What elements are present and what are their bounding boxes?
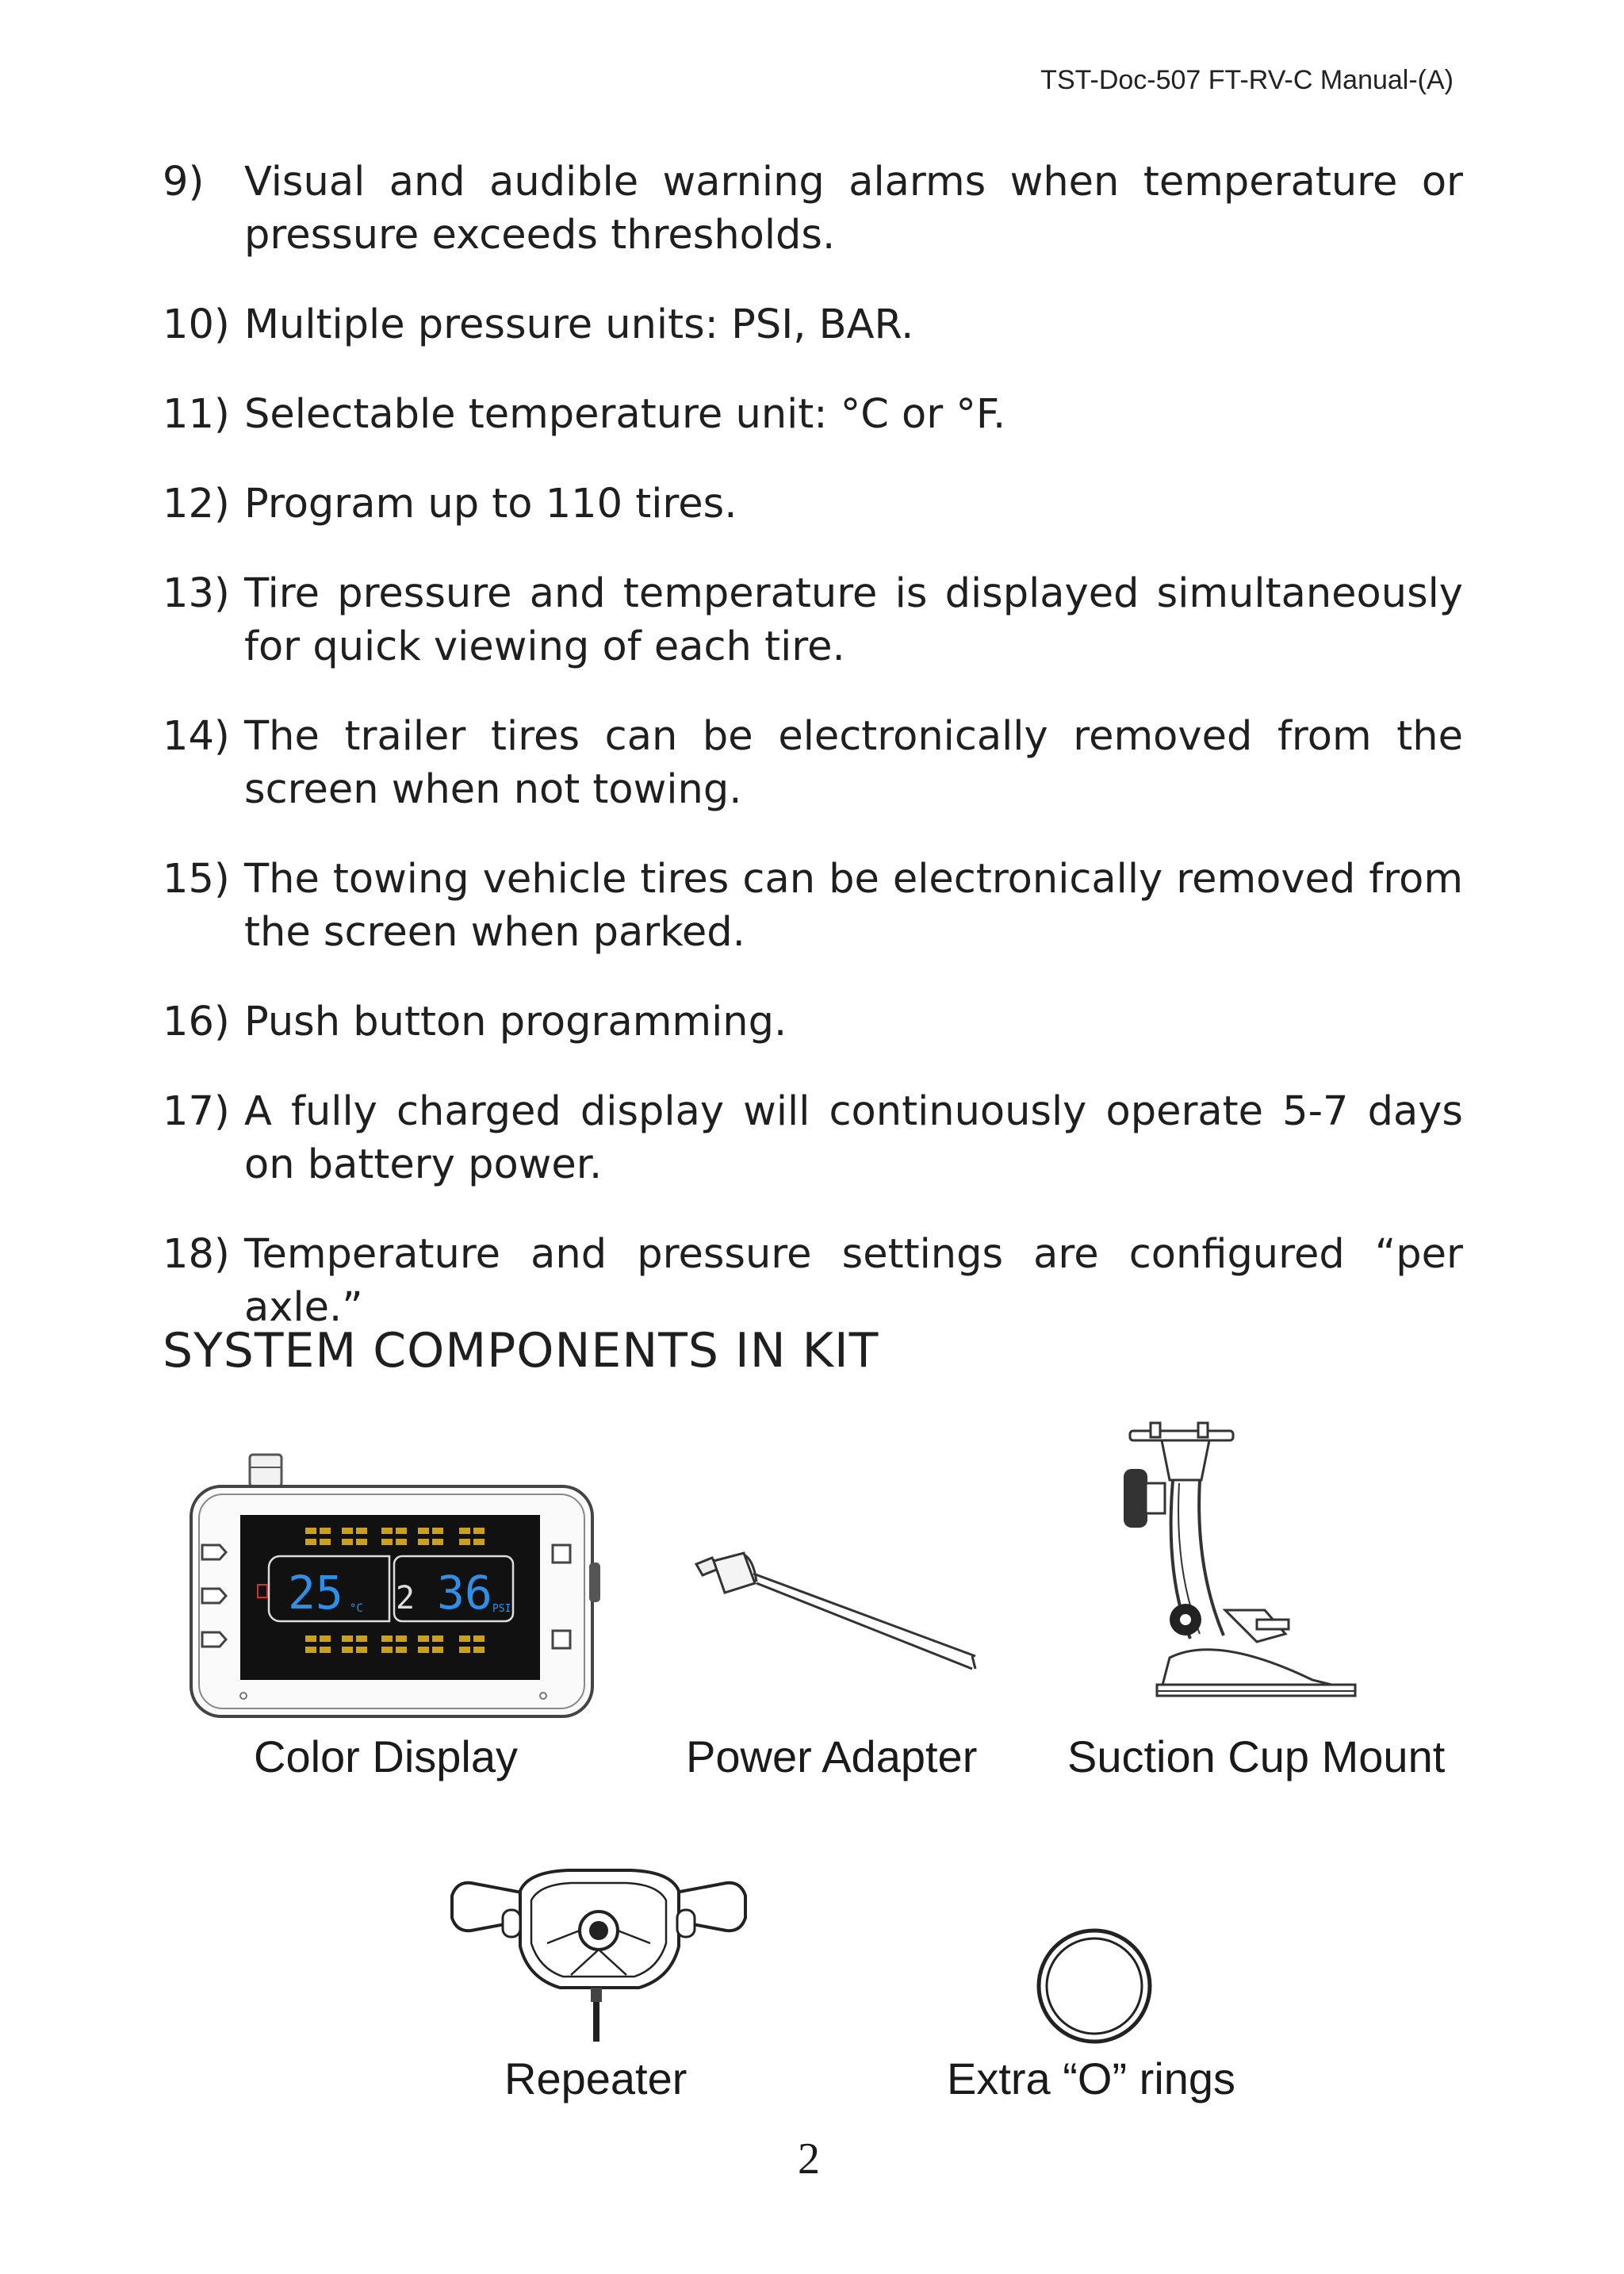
list-item — [163, 995, 1463, 1049]
list-item — [163, 388, 1463, 441]
feature-list — [163, 155, 1463, 1371]
item-number: 9) — [163, 159, 205, 205]
caption-suction-cup-mount: Suction Cup Mount — [1067, 1731, 1446, 1781]
item-number: 13) — [163, 570, 230, 617]
document-id: TST-Doc-507 FT-RV-C Manual-(A) — [1040, 65, 1454, 95]
caption-o-rings: Extra “O” rings — [947, 2054, 1236, 2103]
item-number: 14) — [163, 713, 230, 760]
item-text: Temperature and pressure settings are configured “per axle.” — [244, 1231, 1463, 1331]
item-text: The trailer tires can be electronically removed from the screen when not towing. — [244, 713, 1463, 813]
repeater-image — [444, 1864, 753, 2046]
item-text: The towing vehicle tires can be electronically removed from the screen when parked. — [244, 856, 1463, 956]
list-item — [163, 567, 1463, 673]
item-text: Visual and audible warning alarms when temperature or pressure exceeds thresholds. — [244, 159, 1463, 259]
display-pressure-unit: PSI — [492, 1603, 511, 1615]
o-ring-image — [1031, 1923, 1158, 2050]
list-item — [163, 1085, 1463, 1191]
item-number: 18) — [163, 1231, 230, 1278]
item-number: 15) — [163, 856, 230, 903]
item-text: A fully charged display will continuously operate 5-7 days on battery power. — [244, 1088, 1463, 1188]
list-item — [163, 477, 1463, 531]
item-number: 16) — [163, 999, 230, 1045]
item-number: 10) — [163, 301, 230, 348]
color-display-image — [186, 1451, 607, 1721]
item-text: Tire pressure and temperature is displayed simultaneously for quick viewing of each tire. — [244, 570, 1463, 670]
item-text: Selectable temperature unit: °C or °F. — [244, 391, 1006, 438]
suction-cup-mount-image — [1106, 1420, 1392, 1721]
display-temp-unit: °C — [350, 1602, 363, 1615]
caption-power-adapter: Power Adapter — [686, 1731, 978, 1781]
list-item — [163, 298, 1463, 351]
display-tire-number: 2 — [396, 1580, 416, 1616]
power-adapter-image — [682, 1547, 983, 1674]
item-number: 11) — [163, 391, 230, 438]
item-text: Push button programming. — [244, 999, 787, 1045]
item-text: Multiple pressure units: PSI, BAR. — [244, 301, 914, 348]
section-title: SYSTEM COMPONENTS IN KIT — [163, 1323, 879, 1379]
item-number: 12) — [163, 481, 230, 527]
caption-color-display: Color Display — [254, 1731, 518, 1781]
caption-repeater: Repeater — [504, 2054, 688, 2103]
display-temp-value: 25 — [288, 1566, 343, 1620]
item-number: 17) — [163, 1088, 230, 1135]
list-item — [163, 1228, 1463, 1334]
list-item — [163, 155, 1463, 262]
list-item — [163, 710, 1463, 816]
item-text: Program up to 110 tires. — [244, 481, 737, 527]
list-item — [163, 853, 1463, 959]
page-number: 2 — [798, 2134, 820, 2184]
display-pressure-value: 36 — [437, 1566, 492, 1620]
